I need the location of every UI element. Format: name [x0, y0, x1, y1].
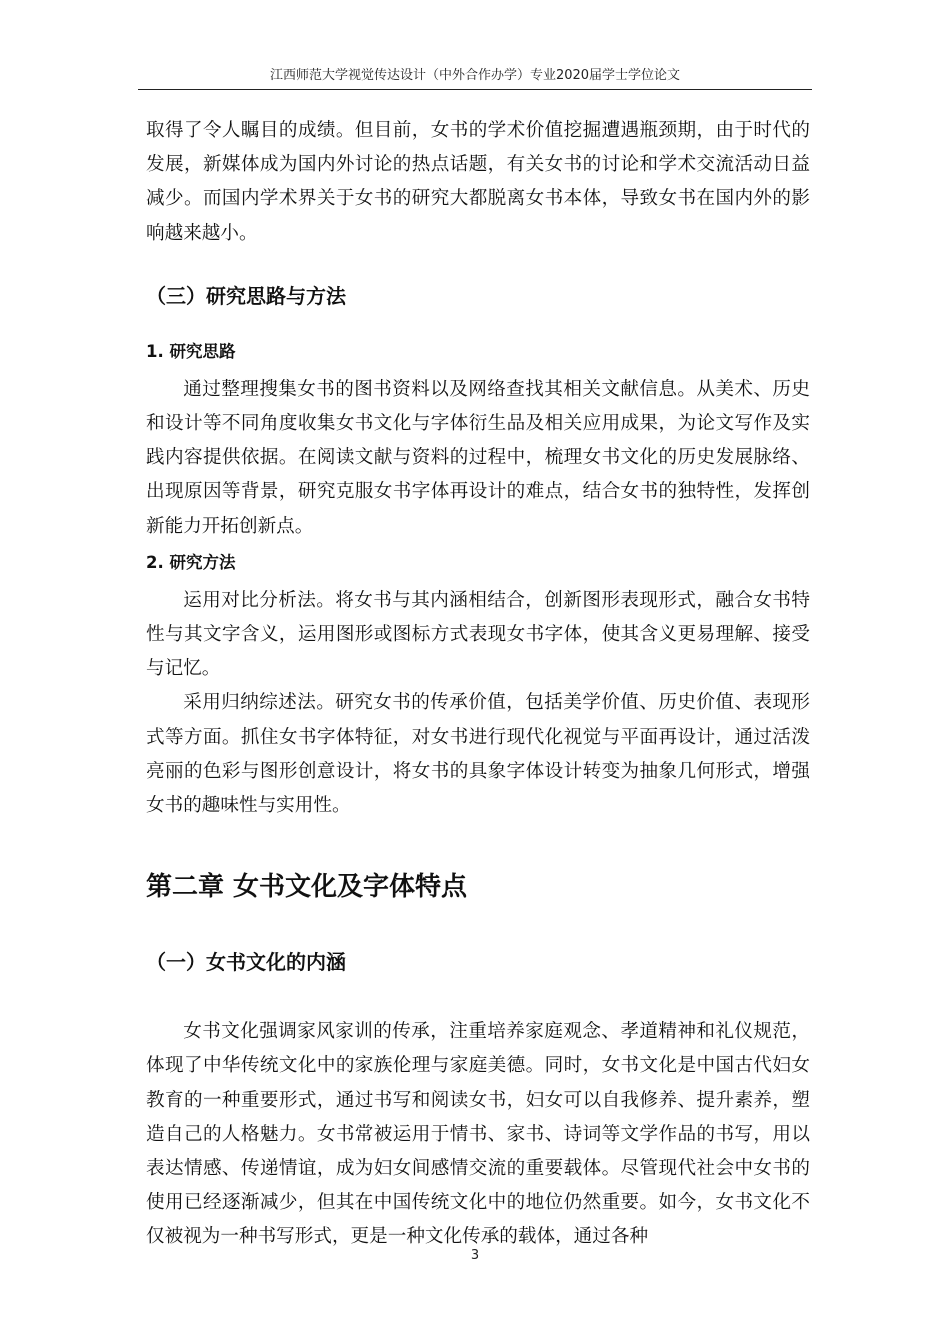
chapter-heading: 第二章 女书文化及字体特点	[146, 872, 468, 903]
page-number: 3	[470, 1248, 480, 1263]
section-heading-connotation: （一）女书文化的内涵	[146, 950, 346, 975]
paragraph-inductive-method: 采用归纳综述法。研究女书的传承价值，包括美学价值、历史价值、表现形式等方面。抓住女书字体特征，对女书进行现代化视觉与平面再设计，通过活泼亮丽的色彩与图形创意设计，将女书的具象字体设计转变为抽象几何形式，增强女书的趣味性与实用性。	[146, 692, 810, 817]
paragraph-research-ideas: 通过整理搜集女书的图书资料以及网络查找其相关文献信息。从美术、历史和设计等不同角度收集女书文化与字体衍生品及相关应用成果，为论文写作及实践内容提供依据。在阅读文献与资料的过程中，梳理女书文化的历史发展脉络、出现原因等背景，研究克服女书字体再设计的难点，结合女书的独特性，发挥创新能力开拓创新点。	[146, 378, 810, 537]
subsection-heading-research-methods: 2. 研究方法	[146, 552, 236, 572]
paragraph-connotation: 女书文化强调家风家训的传承，注重培养家庭观念、孝道精神和礼仪规范，体现了中华传统文化中的家族伦理与家庭美德。同时，女书文化是中国古代妇女教育的一种重要形式，通过书写和阅读女书，妇女可以自我修养、提升素养，塑造自己的人格魅力。女书常被运用于情书、家书、诗词等文学作品的书写，用以表达情感、传递情谊，成为妇女间感情交流的重要载体。尽管现代社会中女书的使用已经逐渐减少，但其在中国传统文化中的地位仍然重要。如今，女书文化不仅被视为一种书写形式，更是一种文化传承的载体，通过各种	[146, 1021, 810, 1248]
header-rule	[138, 89, 812, 90]
section-heading-research-approach: （三）研究思路与方法	[146, 283, 346, 308]
paragraph-intro-continued: 取得了令人瞩目的成绩。但目前，女书的学术价值挖掘遭遇瓶颈期，由于时代的发展，新媒体成为国内外讨论的热点话题，有关女书的讨论和学术交流活动日益减少。而国内学术界关于女书的研究大都脱离女书本体，导致女书在国内外的影响越来越小。	[146, 120, 810, 244]
paragraph-comparative-method: 运用对比分析法。将女书与其内涵相结合，创新图形表现形式，融合女书特性与其文字含义，运用图形或图标方式表现女书字体，使其含义更易理解、接受与记忆。	[146, 589, 810, 680]
subsection-heading-research-ideas: 1. 研究思路	[146, 341, 236, 361]
page-body	[146, 114, 810, 1255]
running-header: 江西师范大学视觉传达设计（中外合作办学）专业2020届学士学位论文	[269, 68, 681, 83]
